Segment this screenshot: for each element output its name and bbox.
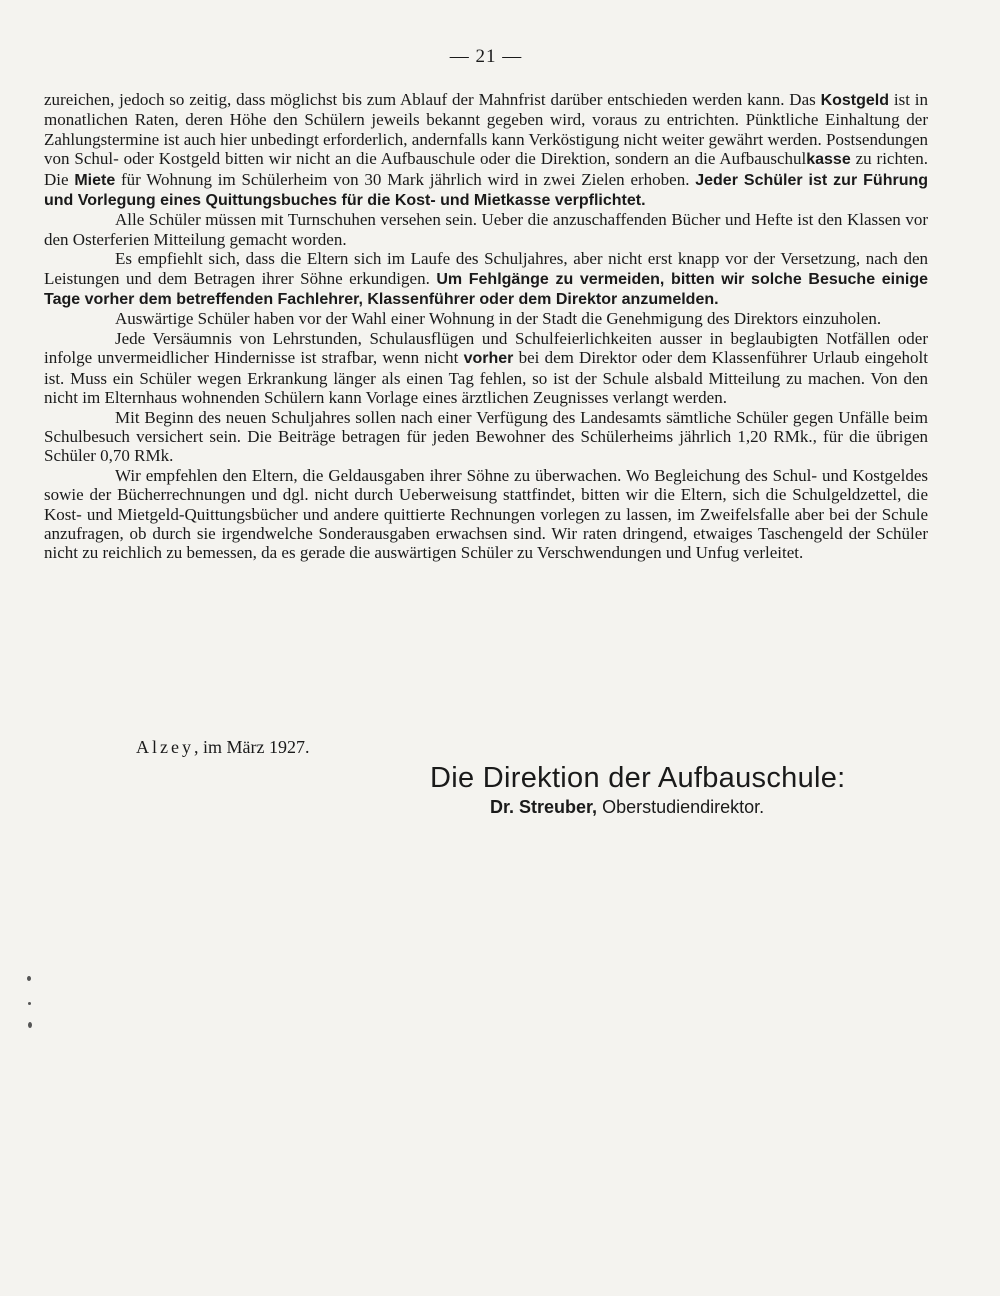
bold-text: Kostgeld [820, 92, 890, 109]
paragraph [44, 408, 928, 466]
signatory-name: Dr. Streuber, [490, 797, 598, 817]
paragraph [44, 309, 928, 328]
bold-text: Jeder Schüler ist zur Führung und Vorlegung eines Quittungsbuches für die Kost- und Mietkasse verpflichtet. [44, 171, 929, 210]
bold-text: kasse [806, 151, 851, 169]
paper-speck [27, 976, 31, 981]
bold-text: Miete [74, 171, 116, 189]
text-run: Mit Beginn des neuen Schuljahres sollen nach einer Verfügung des Landesamts sämtliche Schüler gegen Unfälle beim Schulbesuch versichert sein. Die Beiträge betragen für jeden Bewohner des Schülerheims jährlich 1,20 RMk., für die übrigen Schüler 0,70 RMk. [44, 407, 928, 466]
place-name: Alzey [136, 737, 194, 757]
bold-text: Um Fehlgänge zu vermeiden, bitten wir solche Besuche einige Tage vorher dem betreffenden Fachlehrer, Klassenführer oder dem Direktor anzumelden. [44, 270, 929, 309]
page-number: — 21 — [449, 46, 523, 67]
paragraph [44, 210, 928, 249]
paragraph [44, 90, 928, 210]
text-run: Jede Versäumnis von Lehrstunden, Schulausflügen und Schulfeierlichkeiten ausser in beglaubigten Notfällen oder infolge unvermeidlicher Hindernisse ist strafbar, wenn nicht [44, 328, 928, 368]
place-date [136, 737, 309, 758]
date-text: , im März 1927. [193, 737, 310, 757]
signatory-position: Oberstudiendirektor. [602, 797, 765, 817]
paper-speck [28, 1002, 31, 1005]
text-run: ist in monatlichen Raten, deren Höhe den Schülern jeweils bekannt gegeben wird, voraus zu entrichten. Pünktliche Einhaltung der Zahlungstermine ist auch hier unbedingt erforderlich, andernfalls kann Verköstigung nicht weiter gewährt werden. Postsendungen von Schul- oder Kostgeld bitten wir nicht an die Aufbauschule oder die Direktion, sondern an die Aufbauschul [44, 90, 928, 169]
text-run: Wir empfehlen den Eltern, die Geldausgaben ihrer Söhne zu überwachen. Wo Begleichung des Schul- und Kostgeldes sowie der Bücherrechnungen und dgl. nicht durch Ueberweisung stattfindet, bitten wir die Eltern, sich die Schulgeldzettel, die Kost- und Mietgeld-Quittungsbücher und andere quittierte Rechnungen vorlegen zu lassen, im Zweifelsfalle aber bei der Schule anzufragen, ob durch sie irgendwelche Sonderausgaben erwachsen sind. Wir raten dringend, etwaiges Taschengeld der Schüler nicht zu reichlich zu bemessen, da es gerade die auswärtigen Schüler zu Verschwendungen und Unfug verleitet. [44, 465, 928, 563]
text-run: Auswärtige Schüler haben vor der Wahl einer Wohnung in der Stadt die Genehmigung des Direktors einzuholen. [115, 309, 882, 329]
signature-block [490, 797, 764, 818]
text-run: zureichen, jedoch so zeitig, dass möglichst bis zum Ablauf der Mahnfrist darüber entschieden werden kann. Das [44, 90, 821, 109]
text-run: bei dem Direktor oder dem Klassenführer Urlaub eingeholt ist. Muss ein Schüler wegen Erkrankung länger als einen Tag fehlen, so ist der Schule alsbald Mitteilung zu machen. Von den nicht im Elternhaus wohnenden Schülern kann Vorlage eines ärztlichen Zeugnisses verlangt werden. [44, 348, 928, 408]
body-text [44, 90, 928, 563]
text-run: zu richten. Die [44, 149, 928, 189]
signature-title: Die Direktion der Aufbauschule: [430, 762, 846, 794]
paper-speck [28, 1022, 32, 1028]
text-run: für Wohnung im Schülerheim von 30 Mark jährlich wird in zwei Zielen erhoben. [115, 169, 696, 189]
paragraph [44, 249, 928, 309]
bold-text: vorher [463, 350, 514, 368]
text-run: Es empfiehlt sich, dass die Eltern sich im Laufe des Schuljahres, aber nicht erst knapp vor der Versetzung, nach den Leistungen und dem Betragen ihrer Söhne erkundigen. [44, 249, 928, 288]
paragraph [44, 329, 928, 408]
text-run: Alle Schüler müssen mit Turnschuhen versehen sein. Ueber die anzuschaffenden Bücher und Hefte ist den Klassen vor den Osterferien Mitteilung gemacht worden. [44, 210, 928, 249]
paragraph [44, 466, 928, 563]
